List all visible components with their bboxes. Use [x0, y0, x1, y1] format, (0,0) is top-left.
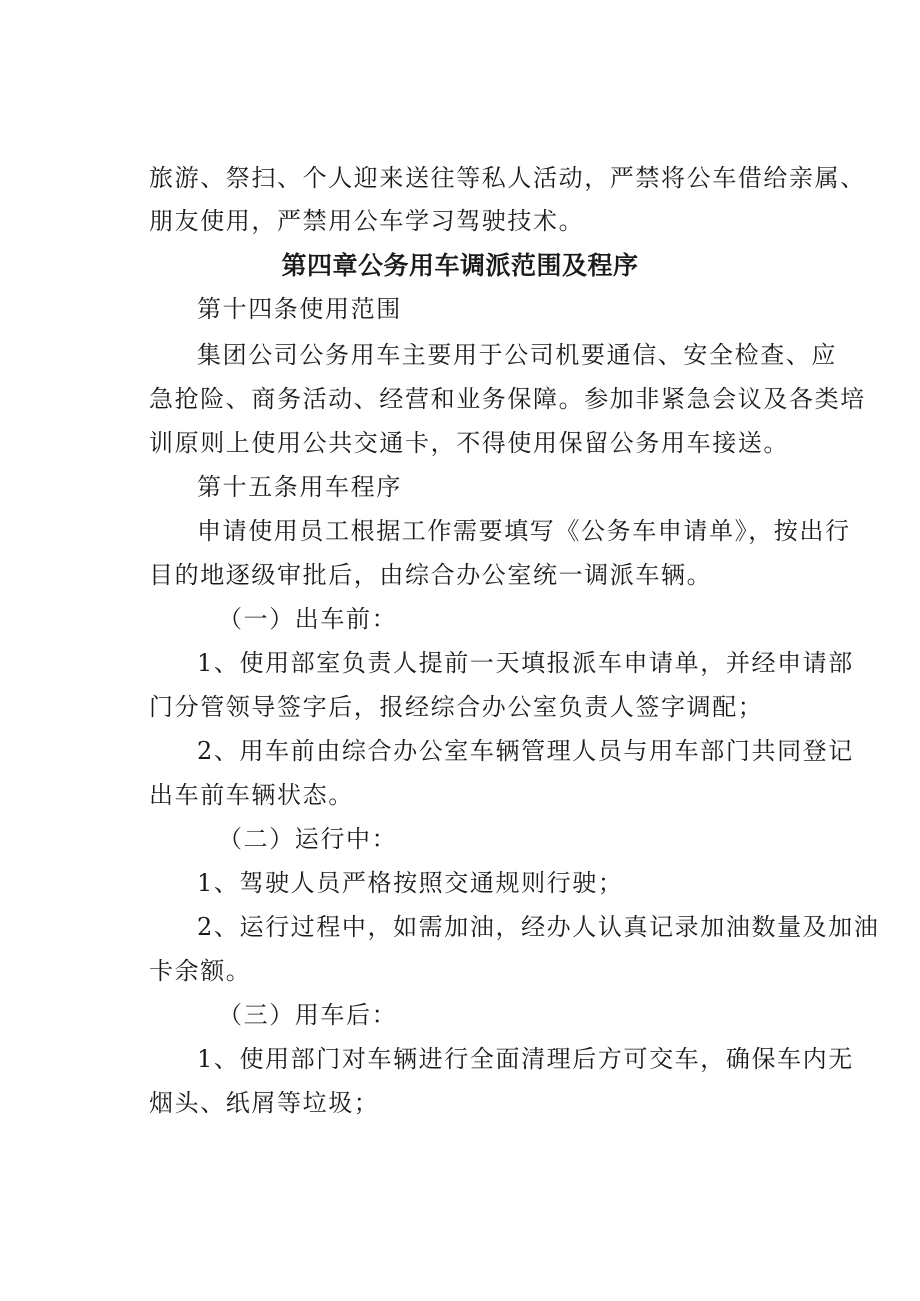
list-item: 1、使用部室负责人提前一天填报派车申请单，并经申请部 [197, 649, 854, 677]
list-item: 1、使用部门对车辆进行全面清理后方可交车，确保车内无 [197, 1045, 854, 1073]
article-title: 第十四条使用范围 [197, 295, 402, 323]
section-title: （一）出车前： [218, 605, 398, 633]
chapter-title: 第四章公务用车调派范围及程序 [281, 251, 639, 280]
body-line: 急抢险、商务活动、经营和业务保障。参加非紧急会议及各类培 [149, 385, 866, 413]
list-item-continuation: 门分管领导签字后，报经综合办公室负责人签字调配； [149, 693, 764, 721]
body-line: 训原则上使用公共交通卡，不得使用保留公务用车接送。 [149, 429, 789, 457]
list-item-continuation: 卡余额。 [149, 957, 252, 985]
article-title: 第十五条用车程序 [197, 473, 402, 501]
body-line: 朋友使用，严禁用公车学习驾驶技术。 [149, 207, 585, 235]
body-line: 目的地逐级审批后，由综合办公室统一调派车辆。 [149, 561, 713, 589]
body-line: 申请使用员工根据工作需要填写《公务车申请单》，按出行 [197, 517, 851, 545]
list-item: 2、用车前由综合办公室车辆管理人员与用车部门共同登记 [197, 737, 854, 765]
list-item: 2、运行过程中，如需加油，经办人认真记录加油数量及加油 [197, 913, 880, 941]
body-line: 集团公司公务用车主要用于公司机要通信、安全检查、应 [197, 341, 837, 369]
list-item-continuation: 烟头、纸屑等垃圾； [149, 1089, 380, 1117]
list-item-continuation: 出车前车辆状态。 [149, 781, 354, 809]
list-item: 1、驾驶人员严格按照交通规则行驶； [197, 869, 624, 897]
section-title: （三）用车后： [218, 1001, 398, 1029]
body-line: 旅游、祭扫、个人迎来送往等私人活动，严禁将公车借给亲属、 [149, 164, 866, 192]
section-title: （二）运行中： [218, 825, 398, 853]
